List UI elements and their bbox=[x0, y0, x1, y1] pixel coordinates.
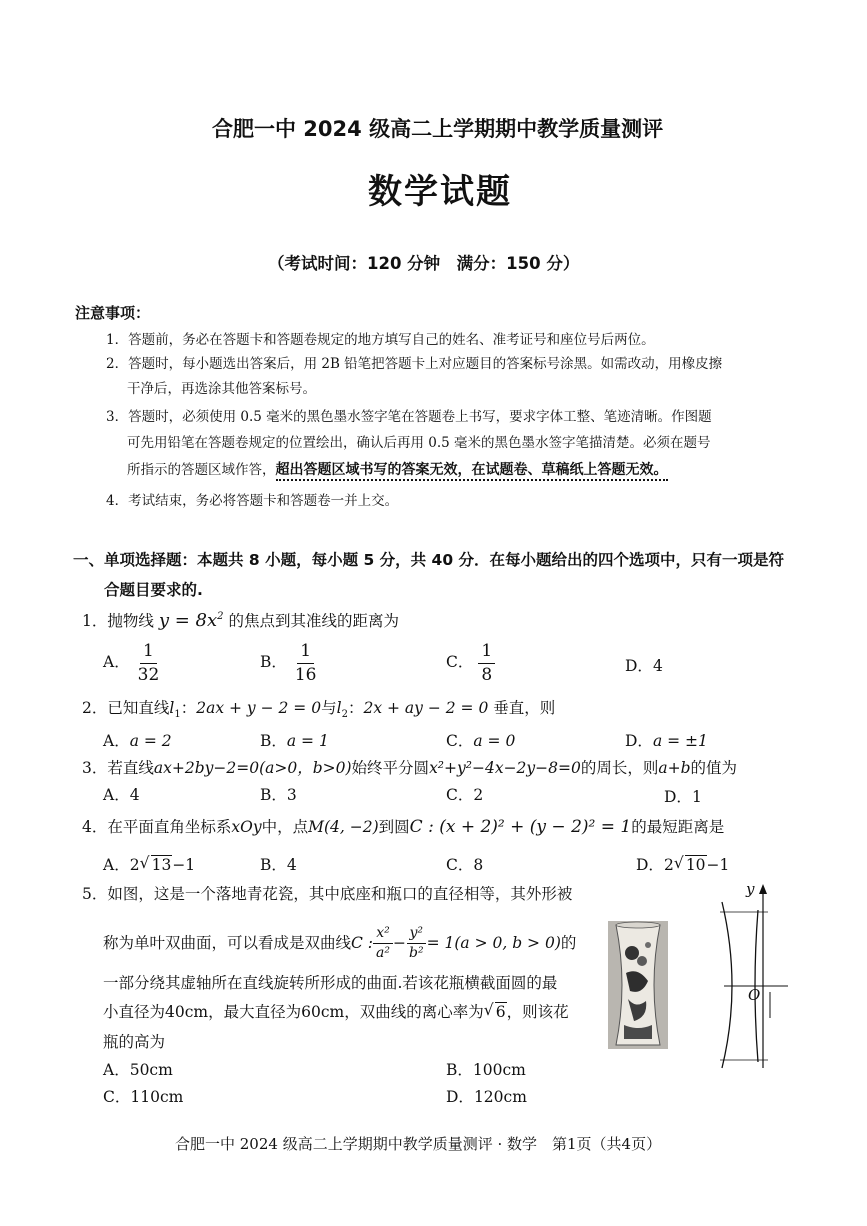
q4-mid2: 到圆 bbox=[378, 818, 410, 836]
vase-image bbox=[608, 921, 668, 1049]
option-value: 4 bbox=[286, 856, 297, 874]
section-heading-cont: 合题目要求的. bbox=[104, 581, 203, 599]
q1-parabola bbox=[159, 610, 224, 631]
q5-line4-mid2: ，双曲线的离心率为 bbox=[344, 1003, 484, 1021]
q1-option-c[interactable] bbox=[446, 642, 495, 684]
notice-item-3-part: 所指示的答题区域作答， bbox=[127, 462, 276, 478]
option-label: C． bbox=[446, 786, 474, 804]
q5-eccentricity: 6 bbox=[495, 1003, 506, 1021]
option-value: 50cm bbox=[129, 1061, 173, 1079]
page-title: 数学试题 bbox=[368, 172, 512, 212]
q4-d-radicand: 10 bbox=[685, 856, 706, 874]
q3-stem-post: 的周长，则 bbox=[580, 759, 659, 777]
q2-stem-pre: 2．已知直线 bbox=[82, 699, 170, 717]
vase-photo bbox=[608, 921, 668, 1049]
q3-stem-end: 的值为 bbox=[690, 759, 738, 777]
option-label: B． bbox=[260, 732, 287, 750]
notice-item-2: 2．答题时，每小题选出答案后，用 2B 铅笔把答题卡上对应题目的答案标号涂黑。如需改动，用橡皮擦 bbox=[106, 356, 723, 372]
q3-option-d[interactable] bbox=[664, 785, 702, 807]
option-label: C． bbox=[446, 653, 474, 672]
question-5-line5: 瓶的高为 bbox=[103, 1033, 166, 1051]
q1-stem-post: 的焦点到其准线的距离为 bbox=[228, 612, 399, 630]
q5-hyp-c: C : bbox=[351, 933, 374, 952]
q2-option-b[interactable] bbox=[260, 729, 329, 751]
notice-item-2-cont: 干净后，再选涂其他答案标号。 bbox=[127, 381, 316, 397]
q2-l2-sub: 2 bbox=[341, 709, 348, 721]
q3-line-eq: ax+2by−2=0(a>0，b>0) bbox=[153, 759, 352, 777]
option-value: 120cm bbox=[473, 1088, 527, 1106]
axis-y-label: y bbox=[746, 880, 755, 898]
q3-mid: 始终平分圆 bbox=[351, 759, 430, 777]
q1-a-den: 32 bbox=[137, 664, 160, 685]
hyperbola-diagram bbox=[718, 880, 788, 1070]
q2-option-c[interactable] bbox=[446, 729, 515, 751]
option-label: A． bbox=[103, 786, 130, 804]
q4-option-d[interactable] bbox=[636, 853, 729, 875]
question-3-stem bbox=[82, 756, 737, 778]
q5-hyp-tail: = 1(a > 0, b > 0) bbox=[426, 933, 561, 952]
option-label: D． bbox=[625, 657, 653, 675]
option-label: D． bbox=[446, 1088, 474, 1106]
q4-d-coef: 2 bbox=[663, 856, 674, 874]
q5-line2-post: 的 bbox=[560, 933, 577, 952]
q4-a-radicand: 13 bbox=[151, 856, 172, 874]
q5-line4-post: ，则该花 bbox=[506, 1003, 569, 1021]
q2-l2: l bbox=[336, 699, 342, 717]
q1-exp: 2 bbox=[217, 611, 224, 622]
exam-name: 合肥一中 2024 级高二上学期期中教学质量测评 bbox=[212, 117, 664, 141]
notice-heading: 注意事项： bbox=[75, 304, 151, 322]
q3-option-b[interactable] bbox=[260, 783, 297, 805]
option-label: C． bbox=[103, 1088, 131, 1106]
option-label: D． bbox=[664, 788, 692, 806]
notice-item-3-cont: 可先用铅笔在答题卷规定的位置绘出，确认后再用 0.5 毫米的黑色墨水签字笔描清楚。必须在题号 bbox=[127, 435, 711, 451]
option-value: a = ±1 bbox=[652, 732, 708, 750]
question-5-line1: 5．如图，这是一个落地青花瓷，其中底座和瓶口的直径相等，其外形被 bbox=[82, 885, 573, 903]
q4-point: M(4, −2) bbox=[308, 818, 379, 836]
q5-hyp-n2: y² bbox=[407, 926, 427, 944]
q5-hyp-n1: x² bbox=[373, 926, 393, 944]
option-label: C． bbox=[446, 856, 474, 874]
question-1-stem bbox=[82, 609, 399, 631]
q1-stem-pre: 1．抛物线 bbox=[82, 612, 154, 630]
option-value: a = 2 bbox=[129, 732, 172, 750]
notice-emphasis: 超出答题区域书写的答案无效，在试题卷、草稿纸上答题无效。 bbox=[276, 462, 668, 481]
q3-option-c[interactable] bbox=[446, 783, 483, 805]
q5-option-c[interactable] bbox=[103, 1085, 183, 1107]
q2-mid: 与 bbox=[321, 699, 337, 717]
q1-option-a[interactable] bbox=[103, 642, 162, 684]
q5-line4-mid: ，最大直径为 bbox=[208, 1003, 302, 1021]
option-label: B． bbox=[260, 653, 287, 672]
option-label: A． bbox=[103, 856, 130, 874]
q4-a-tail: −1 bbox=[172, 856, 196, 874]
q4-stem-pre: 4．在平面直角坐标系 bbox=[82, 818, 232, 836]
q1-b-den: 16 bbox=[294, 664, 317, 685]
option-value: 1 bbox=[691, 788, 702, 806]
q3-stem-pre: 3．若直线 bbox=[82, 759, 154, 777]
option-value: 8 bbox=[473, 856, 484, 874]
option-value: a = 0 bbox=[473, 732, 516, 750]
q2-option-a[interactable] bbox=[103, 729, 172, 751]
q5-option-b[interactable] bbox=[446, 1058, 526, 1080]
q5-option-d[interactable] bbox=[446, 1085, 527, 1107]
q5-max-diameter: 60cm bbox=[301, 1003, 345, 1021]
q1-c-den: 8 bbox=[481, 664, 493, 685]
q1-parabola-eq: y = 8x bbox=[158, 610, 218, 631]
q2-option-d[interactable] bbox=[625, 729, 708, 751]
question-5-line3: 一部分绕其虚轴所在直线旋转所形成的曲面.若该花瓶横截面圆的最 bbox=[103, 974, 558, 992]
q2-l2-eq: 2x + ay − 2 = 0 bbox=[363, 699, 489, 717]
section-heading: 一、单项选择题：本题共 8 小题，每小题 5 分，共 40 分．在每小题给出的四个选项中，只有一项是符 bbox=[73, 551, 785, 569]
option-value: 3 bbox=[286, 786, 297, 804]
notice-item-1: 1．答题前，务必在答题卡和答题卷规定的地方填写自己的姓名、准考证号和座位号后两位。 bbox=[106, 332, 655, 348]
q2-l1-sub: 1 bbox=[174, 709, 181, 721]
q3-target: a+b bbox=[658, 759, 691, 777]
question-2-stem: 2．已知直线$l_1$：2ax + y − 2 = 0与$l_2$：2x + ay − 2 = 0 垂直，则 bbox=[82, 699, 556, 721]
q5-line4-pre: 小直径为 bbox=[103, 1003, 166, 1021]
q5-option-a[interactable] bbox=[103, 1058, 173, 1080]
q4-option-c[interactable] bbox=[446, 853, 483, 875]
page-footer: 合肥一中 2024 级高二上学期期中教学质量测评 · 数学 第1页（共4页） bbox=[175, 1135, 662, 1153]
option-label: D． bbox=[636, 856, 664, 874]
q4-d-tail: −1 bbox=[706, 856, 730, 874]
question-5-line2 bbox=[103, 926, 576, 962]
question-4-stem bbox=[82, 815, 724, 837]
option-label: C． bbox=[446, 732, 474, 750]
option-value: a = 1 bbox=[286, 732, 329, 750]
q5-hyp-minus: − bbox=[393, 933, 406, 952]
option-label: B． bbox=[260, 856, 287, 874]
option-label: B． bbox=[260, 786, 287, 804]
q1-c-num: 1 bbox=[478, 642, 495, 664]
option-value: 4 bbox=[129, 786, 140, 804]
notice-item-3-cont2 bbox=[127, 458, 668, 479]
q3-circle-eq: x²+y²−4x−2y−8=0 bbox=[429, 759, 581, 777]
origin-label: O bbox=[748, 986, 761, 1004]
q1-a-num: 1 bbox=[140, 642, 157, 664]
q4-system: xOy bbox=[231, 818, 262, 836]
question-5-line4 bbox=[103, 1000, 569, 1022]
option-label: A． bbox=[103, 732, 130, 750]
option-label: A． bbox=[103, 653, 130, 672]
q5-hyp-d2: b² bbox=[409, 945, 424, 962]
notice-item-4: 4．考试结束，务必将答题卡和答题卷一并上交。 bbox=[106, 493, 399, 509]
q1-option-d[interactable] bbox=[625, 654, 663, 676]
q1-option-b[interactable] bbox=[260, 642, 319, 684]
q5-line2-pre: 称为单叶双曲面，可以看成是双曲线 bbox=[103, 933, 352, 952]
option-label: A． bbox=[103, 1061, 130, 1079]
q4-stem-post: 的最短距离是 bbox=[631, 818, 725, 836]
q3-option-a[interactable] bbox=[103, 783, 140, 805]
q4-mid: 中，点 bbox=[261, 818, 309, 836]
q5-min-diameter: 40cm bbox=[165, 1003, 209, 1021]
q4-option-a[interactable] bbox=[103, 853, 195, 875]
option-label: B． bbox=[446, 1061, 473, 1079]
option-label: D． bbox=[625, 732, 653, 750]
q5-hyp-d1: a² bbox=[376, 945, 390, 962]
hyperbola-figure bbox=[718, 880, 788, 1070]
q4-option-b[interactable] bbox=[260, 853, 297, 875]
option-value: 110cm bbox=[130, 1088, 184, 1106]
q4-circle: C : (x + 2)² + (y − 2)² = 1 bbox=[409, 817, 632, 837]
option-value: 4 bbox=[652, 657, 663, 675]
exam-time-info: （考试时间：120 分钟 满分：150 分） bbox=[268, 254, 580, 273]
option-value: 100cm bbox=[472, 1061, 526, 1079]
q2-l1: l bbox=[169, 699, 175, 717]
q2-stem-post: 垂直，则 bbox=[493, 699, 556, 717]
q1-b-num: 1 bbox=[297, 642, 314, 664]
q2-l1-eq: 2ax + y − 2 = 0 bbox=[196, 699, 322, 717]
notice-item-3: 3．答题时，必须使用 0.5 毫米的黑色墨水签字笔在答题卷上书写，要求字体工整、笔迹清晰。作图题 bbox=[106, 409, 712, 425]
option-value: 2 bbox=[473, 786, 484, 804]
q4-a-coef: 2 bbox=[129, 856, 140, 874]
